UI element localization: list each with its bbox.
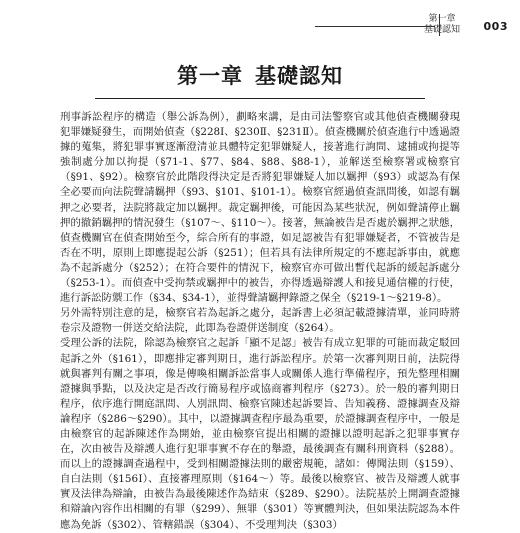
paragraph-3: 受理公訴的法院，除認為檢察官之起訴「顯不足認」被告有成立犯罪的可能而裁定駁回起訴之外（§161），即應排定審判期日，進行訴訟程序。於第一次審判期日前，法院得就與審判有關之事項，像是傳喚相關訴訟當事人或關係人進行準備程序，預先整理相關證據與爭點，以及決定是否改行簡易程序或協商審判程序（§273）。於一般的審判期日程序，依序進行開庭訊問、人別訊問、檢察官陳述起訴要旨、告知義務、證據調查及辯論程序（§286～§290）。其中，以證據調查程序最為重要，於證據調查程序中，一般是由檢察官的起訴陳述作為開始，並由檢察官提出相關的證據以證明起訴之犯罪事實存在，次由被告及辯護人進行犯罪事實不存在的舉證，最後調查有關科刑資料（§288）。而以上的證據調查過程中，受到相關證據法則的嚴密規範，諸如：傳聞法則（§159）、自白法則（§156Ⅰ）、直接審理原則（§164～）等。最後以檢察官、被告及辯護人就事實及法律為辯論，由被告為最後陳述作為結束（§289、§290）。法院基於上開調查證據和辯論內容作出相關的有罪（§299）、無罪（§301）等實體判決，但如果法院認為本件應為免訴（§302）、管轄錯誤（§304）、不受理判決（§303） <box>60 337 460 531</box>
chapter-title <box>0 60 520 90</box>
chapter-number: 第一章 <box>177 63 243 88</box>
page-number: 003 <box>483 20 508 33</box>
chapter-name: 基礎認知 <box>255 63 343 88</box>
running-header-title: 基礎認知 <box>423 25 460 35</box>
chapter-title-block <box>0 60 520 99</box>
paragraph-2: 另外需特別注意的是，檢察官若為起訴之處分，起訴書上必須記載證據清單，並同時將卷宗及證物一併送交給法院，此即為卷證併送制度（§264）。 <box>60 307 460 335</box>
running-header-chapter: 第一章 <box>428 14 456 24</box>
header-rule <box>315 26 435 27</box>
body-text <box>60 110 460 533</box>
paragraph-1: 刑事訴訟程序的構造（舉公訴為例），劃略來講，是由司法警察官或其他偵查機關發現犯罪嫌疑發生，而開始偵查（§228Ⅰ、§230Ⅱ、§231Ⅱ）。偵查機關於偵查進行中透過證據的蒐集，將犯罪事實逐漸澄清並具體特定犯罪嫌疑人，接著進行詢問、逮捕或拘提等強制處分加以拘提（§71-1、§77、§84、§88、§88-1），並解送至檢察署或檢察官（§91、§92）。檢察官於此階段得決定是否將犯罪嫌疑人加以羈押（§93）或認為有保全必要而向法院聲請羈押（§93、§101、§101-1）。檢察官經過偵查訊問後，如認有羈押之必要者，法院將裁定加以羈押。裁定羈押後，可能因為某些狀況，例如聲請停止羈押的撤銷羈押的情況發生（§107～、§110～）。接著，無論被告是否處於羈押之狀態，偵查機關官在偵查開始至今，綜合所有的事證，如足認被告有犯罪嫌疑者，不管被告是否在不明，原則上即應提起公訴（§251）；但若具有法律所規定的不應起訴事由，就應為不起訴處分（§252）；在符合要件的情況下，檢察官亦可做出暫代起訴的緩起訴處分（§253-1）。而偵查中受拘禁或羈押中的被告，亦得透過辯護人和接見通信權的行使，進行訴訟防禦工作（§34、§34-1），並得聲請羈押錄證之保全（§219-1～§219-8）。 <box>60 111 460 305</box>
title-rule <box>95 98 425 99</box>
page-number-divider <box>439 14 474 36</box>
